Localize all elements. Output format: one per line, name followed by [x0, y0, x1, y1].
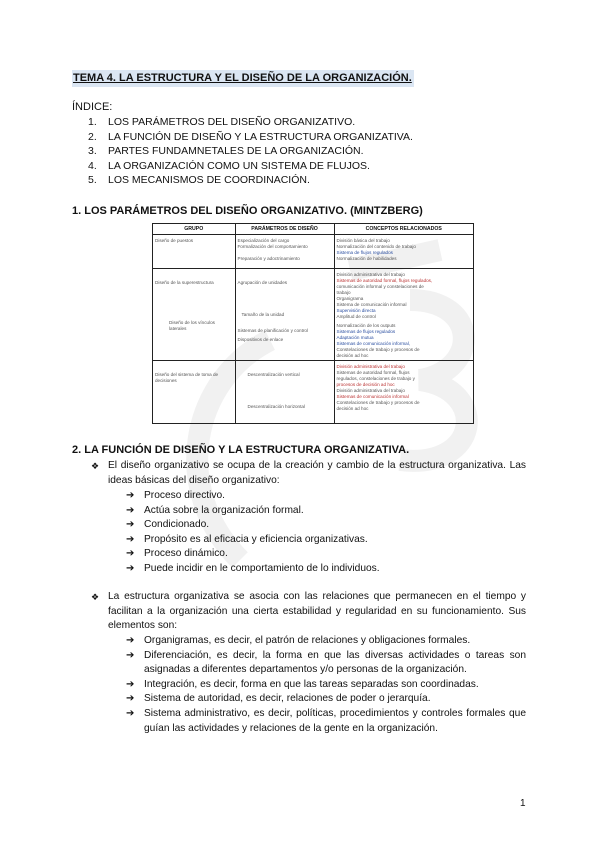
table-cell: División básica del trabajo Normalización del contenido de trabajo Sistema de flujos regulados Normalización de habilidades	[334, 235, 473, 269]
index-item: 3. PARTES FUNDAMNETALES DE LA ORGANIZACIÓN.	[88, 145, 364, 158]
list-item: ➔ Sistema de autoridad, es decir, relaciones de poder o jerarquía.	[144, 692, 526, 707]
index-item: 1. LOS PARÁMETROS DEL DISEÑO ORGANIZATIVO.	[88, 116, 356, 128]
arrow-right-icon: ➔	[126, 519, 135, 531]
list-item: ➔ Integración, es decir, forma en que las tareas separadas son coordinadas.	[144, 678, 526, 693]
table-cell: Especialización del cargo Formalización del comportamiento Preparación y adoctrinamiento	[235, 235, 334, 269]
arrow-right-icon: ➔	[126, 548, 135, 560]
arrow-right-icon: ➔	[126, 533, 135, 545]
list-item: ➔ Puede incidir en le comportamiento de lo individuos.	[144, 562, 524, 577]
index-item: 5. LOS MECANISMOS DE COORDINACIÓN.	[88, 174, 310, 187]
page-number: 1	[520, 798, 526, 809]
arrow-right-icon: ➔	[126, 693, 135, 705]
list-item: ➔ Organigramas, es decir, el patrón de relaciones y obligaciones formales.	[144, 634, 526, 649]
table-cell: División administrativa del trabajo Sistemas de autoridad formal, flujos regulados, constelaciones de trabajo y procesos de decisión ad hoc División administrativa del trabajo Sistemas de comunicación informal Constelaciones de trabajo y procesos de decisión ad hoc	[336, 364, 420, 411]
arrow-right-icon: ➔	[126, 707, 135, 719]
list-item: ➔ Proceso dinámico.	[144, 547, 524, 562]
arrow-right-icon: ➔	[126, 504, 135, 516]
table-cell: Descentralización vertical Descentralización horizontal	[235, 361, 334, 424]
list-item: ➔ Proceso directivo.	[144, 489, 524, 504]
list-item: ➔ Diferenciación, es decir, la forma en que las diversas actividades o tareas son asignadas a diferentes departamentos y/o personas de la organización.	[126, 649, 526, 676]
table-header: GRUPO	[153, 224, 235, 235]
arrow-right-icon: ➔	[126, 490, 135, 501]
paragraph: El diseño organizativo se ocupa de la creación y cambio de la estructura organizativa. Las ideas básicas del diseño organizativo:	[108, 460, 526, 486]
structure-elements-list	[126, 634, 526, 736]
list-item: ➔ Propósito es al eficacia y eficiencia organizativas.	[144, 533, 524, 548]
section2-heading: 2. LA FUNCIÓN DE DISEÑO Y LA ESTRUCTURA ORGANIZATIVA.	[72, 444, 410, 456]
index-item: 2. LA FUNCIÓN DE DISEÑO Y LA ESTRUCTURA ORGANIZATIVA.	[88, 130, 413, 143]
list-item: ➔ Condicionado.	[144, 518, 524, 533]
table-cell: Diseño de la superestructura Diseño de los vínculos laterales	[153, 269, 235, 361]
document-title: TEMA 4. LA ESTRUCTURA Y EL DISEÑO DE LA ORGANIZACIÓN.	[72, 70, 414, 87]
index-list	[88, 115, 413, 188]
diamond-bullet-icon: ❖	[91, 592, 100, 602]
table-header: PARÁMETROS DE DISEÑO	[235, 224, 334, 235]
arrow-right-icon: ➔	[126, 635, 135, 646]
index-label: ÍNDICE:	[72, 101, 113, 113]
section1-heading: 1. LOS PARÁMETROS DEL DISEÑO ORGANIZATIVO. (MINTZBERG)	[72, 205, 423, 217]
index-item: 4. LA ORGANIZACIÓN COMO UN SISTEMA DE FLUJOS.	[88, 159, 370, 172]
arrow-right-icon: ➔	[126, 649, 135, 661]
arrow-right-icon: ➔	[126, 678, 135, 690]
table-cell: Diseño del sistema de toma de decisiones	[153, 361, 235, 424]
table-cell: División administrativa del trabajo Sistemas de autoridad formal, flujos regulados, comunicación informal y constelaciones de trabajo Organigrama Sistema de comunicación informal Supervisión directa Amplitud de control Normalización de los outputs Sistemas de flujos regulados Adaptación mutua Sistemas de comunicación informal, Constelaciones de trabajo y procesos de decisión ad hoc	[334, 269, 473, 361]
list-item: ➔ Sistema administrativo, es decir, políticas, procedimientos y controles formales que guían las actividades y relaciones de la gente en la organización.	[126, 707, 526, 734]
paragraph: La estructura organizativa se asocia con las relaciones que permanecen en el tiempo y facilitan a la organización una cierta estabilidad y regularidad en su funcionamiento. Sus elementos son:	[108, 591, 526, 632]
design-ideas-list	[126, 489, 524, 577]
mintzberg-table	[152, 223, 474, 424]
diamond-bullet-icon: ❖	[91, 461, 100, 471]
table-cell: Agrupación de unidades Tamaño de la unidad Sistemas de planificación y control Dispositivos de enlace	[235, 269, 334, 361]
list-item: ➔ Actúa sobre la organización formal.	[144, 504, 524, 519]
table-header: CONCEPTOS RELACIONADOS	[334, 224, 473, 235]
table-cell: Diseño de puestos	[153, 235, 235, 269]
arrow-right-icon: ➔	[126, 562, 135, 574]
